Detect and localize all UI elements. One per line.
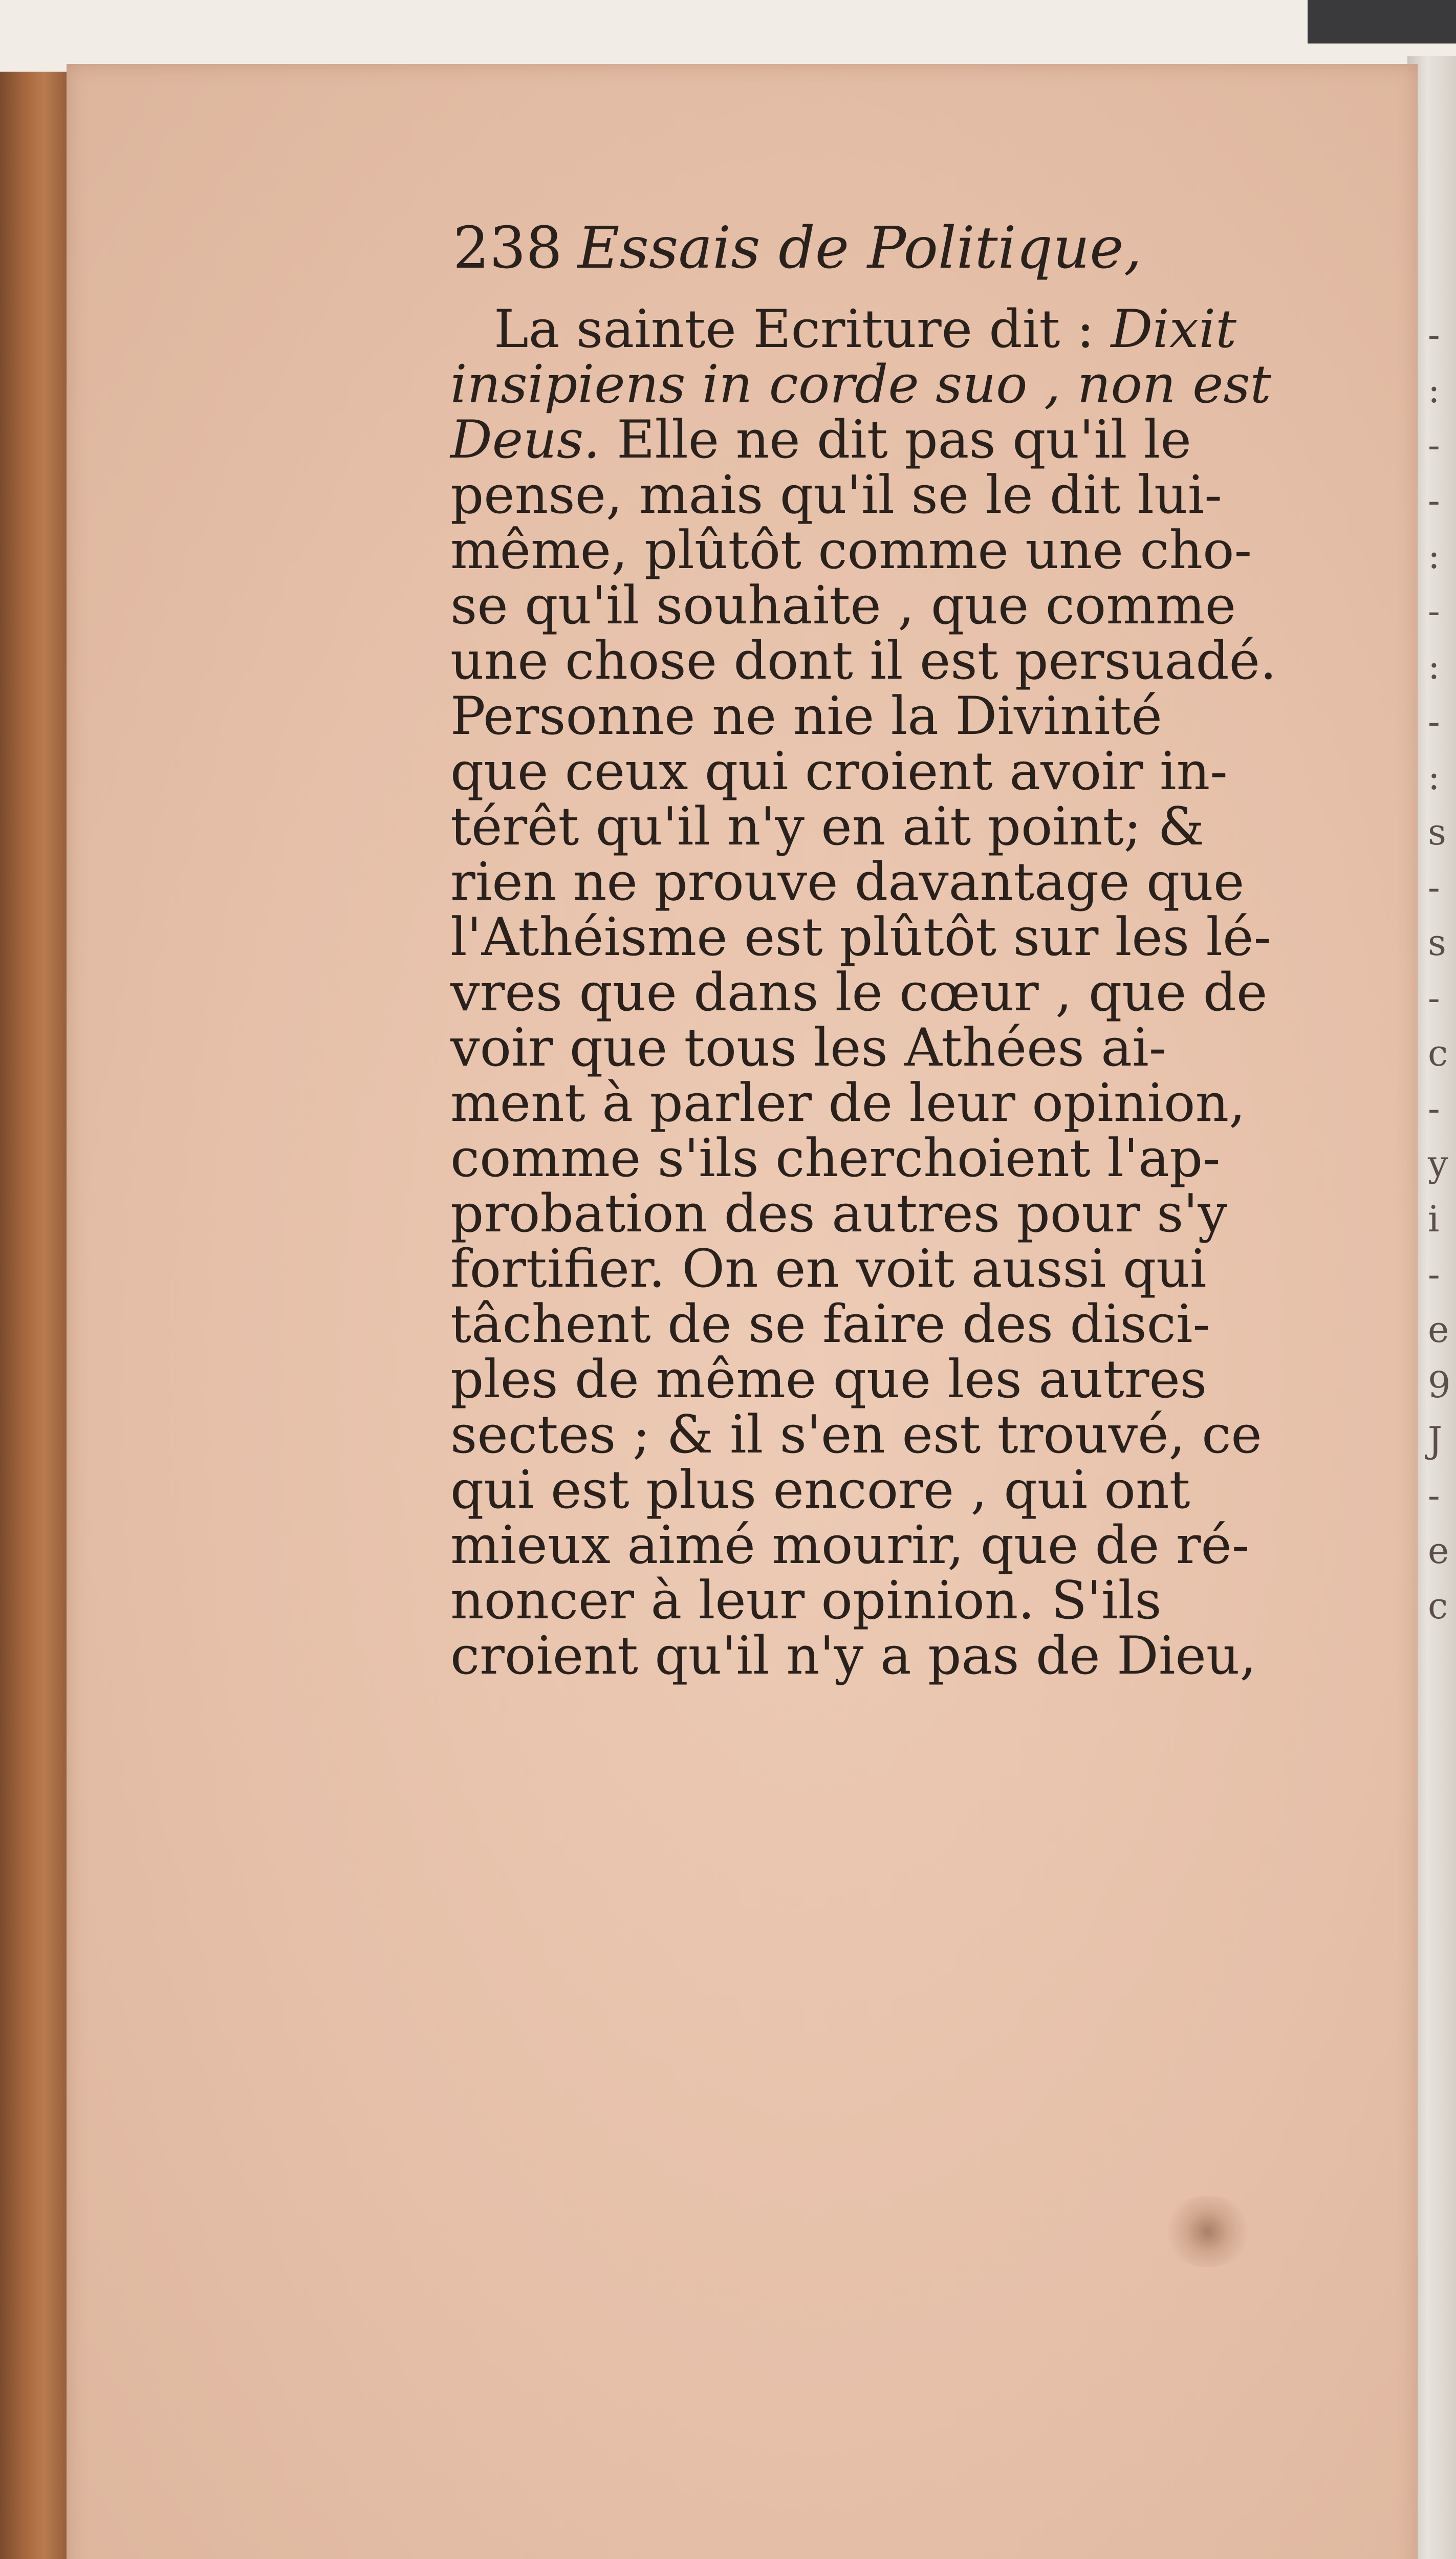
text-segment: l'Athéisme est plûtôt sur les lé-: [450, 907, 1272, 968]
bleed-mark: e: [1428, 1530, 1449, 1572]
text-segment: noncer à leur opinion. S'ils: [450, 1570, 1162, 1631]
latin-quote: Deus.: [450, 409, 600, 470]
text-line: [450, 1404, 1397, 1465]
bleed-mark: -: [1428, 314, 1440, 356]
text-line: [450, 1128, 1397, 1189]
text-line: [450, 1625, 1397, 1686]
facing-page-bleed: [1428, 307, 1453, 1634]
page-number: 238: [453, 215, 562, 281]
bleed-mark: -: [1428, 1474, 1440, 1516]
text-segment: La sainte Ecriture dit :: [494, 299, 1111, 360]
text-line: [450, 299, 1397, 360]
ink-stain: [1162, 2196, 1254, 2267]
bleed-mark: -: [1428, 866, 1440, 908]
latin-quote: Dixit: [1111, 299, 1237, 360]
text-line: [450, 631, 1397, 691]
text-segment: se qu'il souhaite , que comme: [450, 575, 1236, 636]
text-segment: térêt qu'il n'y en ait point; &: [450, 796, 1205, 857]
text-segment: ment à parler de leur opinion,: [450, 1073, 1246, 1134]
bleed-mark: c: [1428, 1032, 1448, 1074]
text-segment: vres que dans le cœur , que de: [450, 962, 1268, 1023]
book-cover-top: [1308, 0, 1456, 44]
text-line: [450, 1017, 1397, 1078]
text-line: [450, 962, 1397, 1023]
bleed-mark: -: [1428, 480, 1440, 522]
text-segment: Elle ne dit pas qu'il le: [600, 409, 1191, 470]
bleed-mark: :: [1428, 369, 1440, 411]
text-segment: rien ne prouve davantage que: [450, 852, 1245, 913]
bleed-mark: s: [1428, 922, 1446, 964]
text-segment: ples de même que les autres: [450, 1349, 1207, 1410]
text-segment: pense, mais qu'il se le dit lui-: [450, 465, 1222, 526]
bleed-mark: -: [1428, 590, 1440, 632]
text-segment: qui est plus encore , qui ont: [450, 1460, 1190, 1521]
bleed-mark: :: [1428, 645, 1440, 687]
bleed-mark: -: [1428, 424, 1440, 466]
bleed-mark: -: [1428, 1253, 1440, 1295]
text-line: [450, 907, 1397, 968]
text-segment: voir que tous les Athées ai-: [450, 1017, 1167, 1078]
text-line: [450, 520, 1397, 581]
running-header: [453, 215, 1142, 281]
text-line: [450, 575, 1397, 636]
bleed-mark: i: [1428, 1198, 1440, 1240]
text-line: [450, 1073, 1397, 1134]
text-line: [450, 465, 1397, 526]
text-line: [450, 852, 1397, 913]
bleed-mark: 9: [1428, 1364, 1451, 1406]
text-segment: tâchent de se faire des disci-: [450, 1294, 1210, 1355]
running-title: Essais de Politique,: [577, 215, 1142, 281]
text-segment: comme s'ils cherchoient l'ap-: [450, 1128, 1221, 1189]
text-segment: probation des autres pour s'y: [450, 1183, 1228, 1244]
text-line: [450, 1515, 1397, 1576]
bleed-mark: c: [1428, 1585, 1448, 1627]
text-segment: mieux aimé mourir, que de ré-: [450, 1515, 1250, 1576]
text-segment: même, plûtôt comme une cho-: [450, 520, 1252, 581]
bleed-mark: -: [1428, 701, 1440, 743]
text-line: [450, 1349, 1397, 1410]
text-segment: croient qu'il n'y a pas de Dieu,: [450, 1625, 1256, 1686]
body-text: [450, 299, 1397, 1686]
bleed-mark: -: [1428, 1088, 1440, 1130]
bleed-mark: :: [1428, 535, 1440, 577]
bleed-mark: y: [1428, 1143, 1448, 1185]
text-line: [450, 1460, 1397, 1521]
bleed-mark: J: [1428, 1419, 1443, 1461]
text-segment: une chose dont il est persuadé.: [450, 631, 1277, 691]
text-line: [450, 1239, 1397, 1299]
latin-quote: insipiens in corde suo , non est: [450, 354, 1271, 415]
bleed-mark: -: [1428, 977, 1440, 1019]
text-line: [450, 1183, 1397, 1244]
book-spine: [0, 72, 74, 2559]
bleed-mark: s: [1428, 811, 1446, 853]
bleed-mark: :: [1428, 756, 1440, 798]
text-line: [450, 1570, 1397, 1631]
text-segment: fortifier. On en voit aussi qui: [450, 1239, 1207, 1299]
text-segment: Personne ne nie la Divinité: [450, 686, 1162, 747]
text-line: [450, 1294, 1397, 1355]
text-line: [450, 409, 1397, 470]
text-segment: sectes ; & il s'en est trouvé, ce: [450, 1404, 1262, 1465]
bleed-mark: e: [1428, 1309, 1449, 1351]
text-line: [450, 354, 1397, 415]
text-line: [450, 796, 1397, 857]
text-segment: que ceux qui croient avoir in-: [450, 741, 1228, 802]
text-line: [450, 686, 1397, 747]
text-line: [450, 741, 1397, 802]
